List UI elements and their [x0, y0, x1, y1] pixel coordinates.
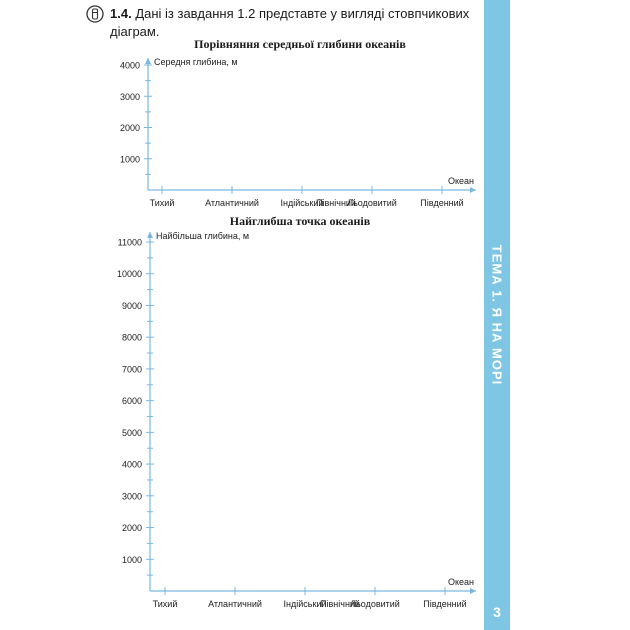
- chart-2-x-axis-label: Океан: [447, 577, 474, 587]
- chart-2-x-tick-label: Атлантичний: [208, 599, 262, 609]
- chart-2-y-tick-label: 11000: [117, 237, 142, 248]
- chart-2-x-tick-label: Тихий: [152, 599, 178, 609]
- chart-2-x-tick-label: Індійський: [283, 599, 327, 609]
- chart-1-x-tick-label: Льодовитий: [347, 198, 397, 208]
- chart-2-y-tick-label: 1000: [121, 554, 142, 565]
- chart-2-y-tick-label: 6000: [121, 396, 142, 407]
- chart-1-x-arrow: [470, 187, 476, 193]
- chart-2-y-tick-label: 3000: [121, 491, 142, 502]
- chart-2-x-tick-label: Льодовитий: [350, 599, 400, 609]
- chart-2-y-tick-label: 5000: [121, 427, 142, 438]
- theme-label: ТЕМА 1. Я НА МОРІ: [489, 244, 505, 386]
- chart-2-y-tick-label: 10000: [116, 269, 142, 280]
- chart-1-y-tick-label: 1000: [119, 154, 140, 165]
- chart-1-title: Порівняння середньої глибини океанів: [194, 37, 406, 51]
- chart-1-x-axis-label: Океан: [447, 176, 474, 186]
- task-number: 1.4.: [110, 6, 132, 21]
- chart-2-y-axis-label: Найбільша глибина, м: [156, 231, 250, 241]
- chart-2-y-tick-label: 4000: [121, 459, 142, 470]
- chart-1-x-tick-label: Південний: [420, 198, 464, 208]
- chart-1-x-tick-label: Північний: [316, 198, 356, 208]
- chart-1-y-tick-label: 2000: [119, 123, 140, 133]
- chart-2-x-tick-label: Північний: [320, 599, 360, 609]
- chart-2-y-arrow: [147, 232, 153, 238]
- chart-2-x-arrow: [470, 588, 476, 594]
- chart-1-x-tick-label: Індійський: [280, 198, 324, 208]
- chart-2-y-tick-label: 9000: [121, 300, 142, 311]
- page-number: 3: [493, 604, 501, 620]
- chart-1-y-tick-label: 3000: [119, 91, 140, 102]
- task-text: Дані із завдання 1.2 представте у вигляді стовпчикових діаграм.: [110, 6, 470, 39]
- chart-2-y-tick-label: 7000: [121, 364, 142, 375]
- chart-1-x-tick-label: Тихий: [149, 198, 175, 208]
- chart-2-x-tick-label: Південний: [423, 599, 467, 609]
- chart-2-y-tick-label: 8000: [121, 332, 142, 343]
- chart-1-y-axis-label: Середня глибина, м: [154, 57, 238, 67]
- chart-1-y-tick-label: 4000: [119, 60, 140, 71]
- chart-2-y-tick-label: 2000: [121, 523, 142, 534]
- chart-1-y-arrow: [145, 58, 151, 64]
- chart-2-title: Найглибша точка океанів: [229, 214, 371, 228]
- chart-1-x-tick-label: Атлантичний: [205, 198, 259, 208]
